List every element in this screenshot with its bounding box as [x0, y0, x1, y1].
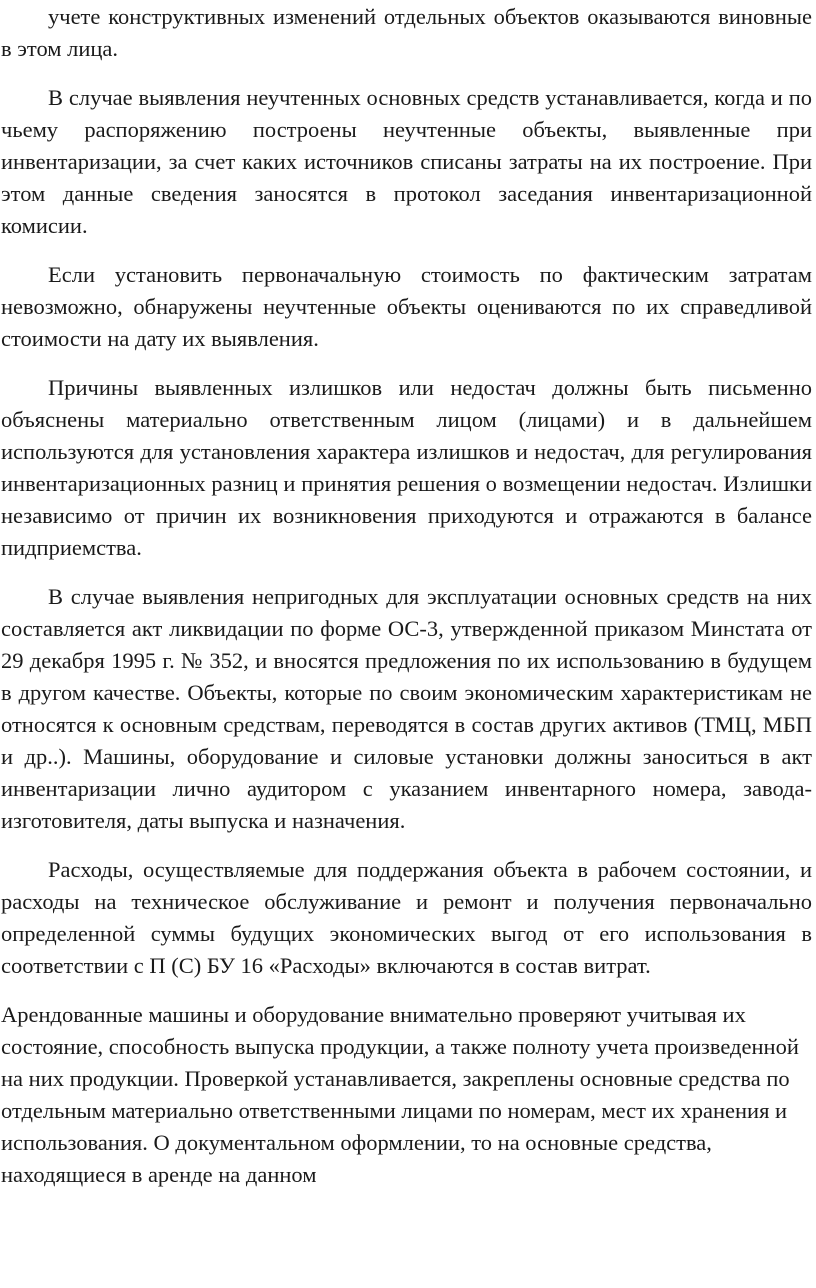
paragraph-fair-value: Если установить первоначальную стоимость по фактическим затратам невозможно, обнаружены неучтенные объекты оцениваются по их справедливой стоимости на дату их выявления. [1, 262, 812, 351]
paragraph-expenses: Расходы, осуществляемые для поддержания объекта в рабочем состоянии, и расходы на техническое обслуживание и ремонт и получения первоначально определенной суммы будущих экономических выгод от его использования в соответствии с П (С) БУ 16 «Расходы» включаются в состав витрат. [1, 857, 812, 978]
paragraph-unrecorded-assets: В случае выявления неучтенных основных средств устанавливается, когда и по чьему распоряжению построены неучтенные объекты, выявленные при инвентаризации, за счет каких источников списаны затраты на их построение. При этом данные сведения заносятся в протокол заседания инвентаризационной комисии. [1, 85, 812, 238]
paragraph-surplus-shortage: Причины выявленных излишков или недостач должны быть письменно объяснены материально ответственным лицом (лицами) и в дальнейшем используются для установления характера излишков и недостач, для регулирования инвентаризационных разниц и принятия решения о возмещении недостач. Излишки независимо от причин их возникновения приходуются и отражаются в балансе пидприемства. [1, 375, 812, 560]
paragraph-continuation: учете конструктивных изменений отдельных объектов оказываются виновные в этом лица. [1, 4, 812, 61]
paragraph-unusable-assets: В случае выявления непригодных для эксплуатации основных средств на них составляется акт ликвидации по форме ОС-3, утвержденной приказом Минстата от 29 декабря 1995 г. № 352, и вносятся предложения по их использованию в будущем в другом качестве. Объекты, которые по своим экономическим характеристикам не относятся к основным средствам, переводятся в состав других активов (ТМЦ, МБП и др..). Машины, оборудование и силовые установки должны заноситься в акт инвентаризации лично аудитором с указанием инвентарного номера, завода-изготовителя, даты выпуска и назначения. [1, 584, 812, 833]
paragraph-leased-equipment: Арендованные машины и оборудование внимательно проверяют учитывая их состояние, способность выпуска продукции, а также полноту учета произведенной на них продукции. Проверкой устанавливается, закреплены основные средства по отдельным материально ответственными лицами по номерам, мест их хранения и использования. О документальном оформлении, то на основные средства, находящиеся в аренде на данном [1, 1002, 799, 1187]
document-page [0, 1, 816, 1288]
